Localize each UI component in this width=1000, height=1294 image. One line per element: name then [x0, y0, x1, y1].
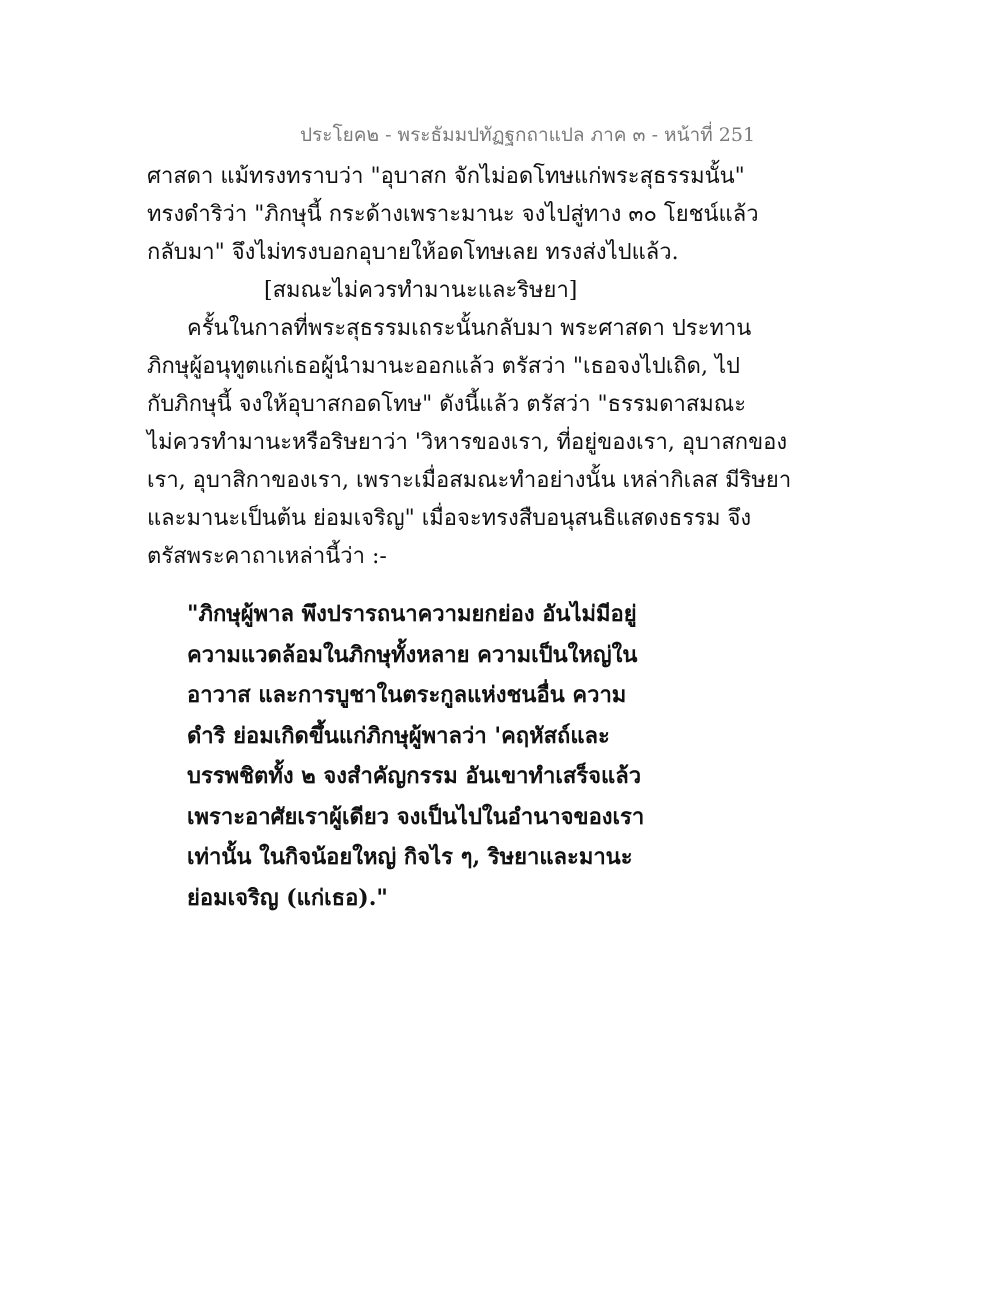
paragraph-1-line: กลับมา" จึงไม่ทรงบอกอุบายให้อดโทษเลย ทรงส่งไปแล้ว. — [147, 240, 679, 265]
paragraph-2-line: ตรัสพระคาถาเหล่านี้ว่า :- — [147, 544, 387, 569]
paragraph-1-line: ทรงดำริว่า "ภิกษุนี้ กระด้างเพราะมานะ จงไปสู่ทาง ๓๐ โยชน์แล้ว — [147, 202, 759, 227]
verse-line: บรรพชิตทั้ง ๒ จงสำคัญกรรม อันเขาทำเสร็จแล้ว — [187, 763, 642, 789]
paragraph-2-line: เรา, อุบาสิกาของเรา, เพราะเมื่อสมณะทำอย่างนั้น เหล่ากิเลส มีริษยา — [147, 468, 792, 493]
verse-line: ความแวดล้อมในภิกษุทั้งหลาย ความเป็นใหญ่ใน — [187, 641, 638, 668]
running-header: ประโยค๒ - พระธัมมปทัฏฐกถาแปล ภาค ๓ - หน้าที่ 251 — [300, 124, 756, 146]
verse-line: "ภิกษุผู้พาล พึงปรารถนาความยกย่อง อันไม่มีอยู่ — [187, 601, 637, 627]
verse-block — [187, 594, 727, 918]
paragraph-2-line: ครั้นในกาลที่พระสุธรรมเถระนั้นกลับมา พระศาสดา ประทาน — [187, 316, 752, 341]
verse-line: ดำริ ย่อมเกิดขึ้นแก่ภิกษุผู้พาลว่า 'คฤหัสถ์และ — [187, 722, 610, 749]
paragraph-1-line: ศาสดา แม้ทรงทราบว่า "อุบาสก จักไม่อดโทษแก่พระสุธรรมนั้น" — [147, 164, 745, 189]
paragraph-2-line: และมานะเป็นต้น ย่อมเจริญ" เมื่อจะทรงสืบอนุสนธิแสดงธรรม จึง — [147, 506, 752, 531]
paragraph-2-line: กับภิกษุนี้ จงให้อุบาสกอดโทษ" ดังนี้แล้ว ตรัสว่า "ธรรมดาสมณะ — [147, 392, 747, 417]
section-subheading: [สมณะไม่ควรทำมานะและริษยา] — [264, 278, 578, 303]
verse-line: ย่อมเจริญ (แก่เธอ)." — [187, 884, 388, 911]
verse-line: อาวาส และการบูชาในตระกูลแห่งชนอื่น ความ — [187, 682, 627, 708]
paragraph-2-line: ภิกษุผู้อนุทูตแก่เธอผู้นำมานะออกแล้ว ตรัสว่า "เธอจงไปเถิด, ไป — [147, 354, 740, 379]
paragraph-2-line: ไม่ควรทำมานะหรือริษยาว่า 'วิหารของเรา, ที่อยู่ของเรา, อุบาสกของ — [147, 430, 788, 455]
verse-line: เท่านั้น ในกิจน้อยใหญ่ กิจไร ๆ, ริษยาและมานะ — [187, 844, 633, 870]
verse-line: เพราะอาศัยเราผู้เดียว จงเป็นไปในอำนาจของเรา — [187, 803, 645, 830]
body-text — [147, 158, 792, 576]
